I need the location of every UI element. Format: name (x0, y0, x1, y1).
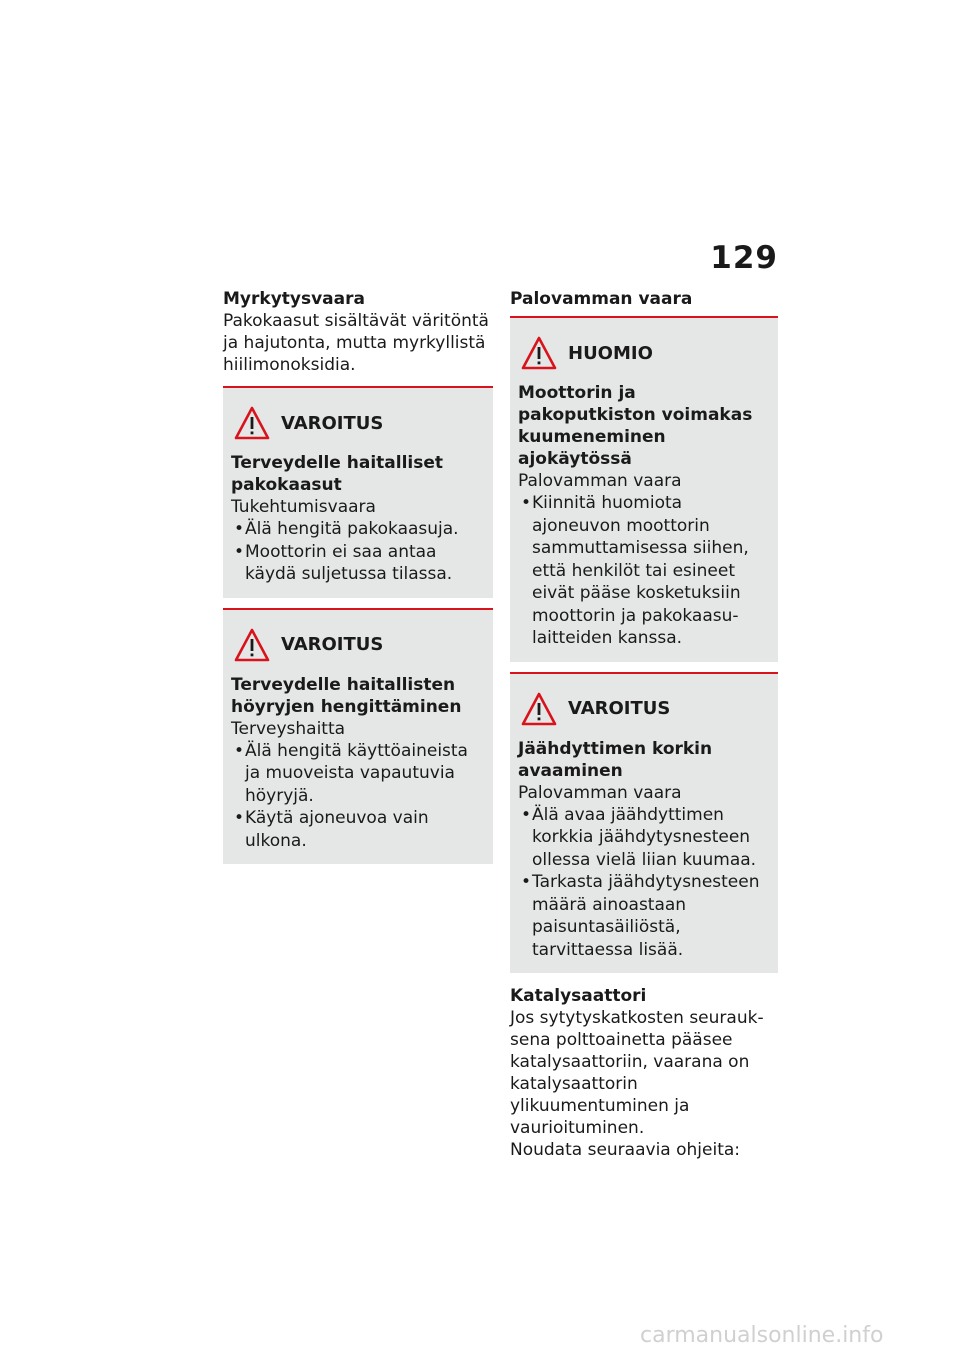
bullet-item: • Älä hengitä käyttöaineista ja muoveista vapautuvia höyryjä. (231, 740, 485, 808)
bullet-item: • Käytä ajoneuvoa vain ulkona. (231, 807, 485, 852)
bullet-item: • Älä hengitä pakokaasuja. (231, 518, 485, 541)
warning-triangle-icon (233, 405, 271, 441)
warning-header (231, 404, 485, 442)
warning-title: Terveydelle haitallisten höyryjen hengittäminen (231, 674, 462, 717)
warning-bullets (231, 740, 485, 853)
caution-label: HUOMIO (568, 342, 653, 364)
caution-subtitle: Palovamman vaara (518, 471, 682, 491)
caution-bullets (518, 492, 770, 650)
warning-bullets (231, 518, 485, 586)
right-column (510, 288, 778, 1161)
bullet-item: • Älä avaa jäähdyttimen korkkia jäähdytysnesteen ollessa vielä liian kuumaa. (518, 804, 770, 872)
warning-label: VAROITUS (568, 698, 671, 719)
warning-title: Terveydelle haitalliset pakokaasut (231, 453, 444, 495)
watermark: carmanualsonline.info (640, 1323, 884, 1348)
warning-box (223, 608, 493, 865)
caution-header (518, 334, 770, 372)
warning-header (231, 626, 485, 664)
left-column (223, 288, 493, 864)
warning-triangle-icon (233, 627, 271, 663)
warning-box (223, 386, 493, 598)
warning-bullets (518, 804, 770, 962)
warning-header (518, 690, 770, 728)
caution-box (510, 316, 778, 662)
section-heading: Myrkytysvaara (223, 289, 365, 309)
warning-title: Jäähdyttimen korkin avaaminen (518, 738, 713, 781)
bullet-item: • Kiinnitä huomiota ajoneuvon moottorin sammuttamisessa siihen, että henkilöt tai esineet eivät pääse kosketuksiin moottorin ja pakokaasulaitteiden kanssa. (518, 492, 770, 650)
warning-triangle-icon (520, 691, 558, 727)
section-heading: Palovamman vaara (510, 289, 693, 309)
bullet-item: • Tarkasta jäähdytysnesteen määrä ainoastaan paisuntasäiliöstä, tarvittaessa lisää. (518, 871, 770, 961)
warning-box (510, 672, 778, 974)
section-text: Jos sytytyskatkosten seurauksena polttoainetta pääsee katalysaattoriin, vaarana on katalysaattorin ylikuumentuminen ja vaurioituminen. (510, 1008, 764, 1138)
warning-triangle-icon (520, 335, 558, 371)
section-text: Noudata seuraavia ohjeita: (510, 1140, 740, 1160)
warning-label: VAROITUS (281, 412, 384, 434)
caution-title: Moottorin ja pakoputkiston voimakas kuumeneminen ajokäytössä (518, 383, 753, 469)
section-text: Pakokaasut sisältävät väritöntä ja hajutonta, mutta myrkyllistä hiilimonoksidia. (223, 311, 489, 375)
page-number: 129 (710, 240, 778, 276)
warning-subtitle: Terveyshaitta (231, 718, 346, 739)
warning-label: VAROITUS (281, 634, 384, 655)
section-heading: Katalysaattori (510, 986, 647, 1006)
warning-subtitle: Palovamman vaara (518, 782, 682, 803)
bullet-item: • Moottorin ei saa antaa käydä suljetussa tilassa. (231, 541, 485, 586)
warning-subtitle: Tukehtumisvaara (231, 497, 376, 517)
